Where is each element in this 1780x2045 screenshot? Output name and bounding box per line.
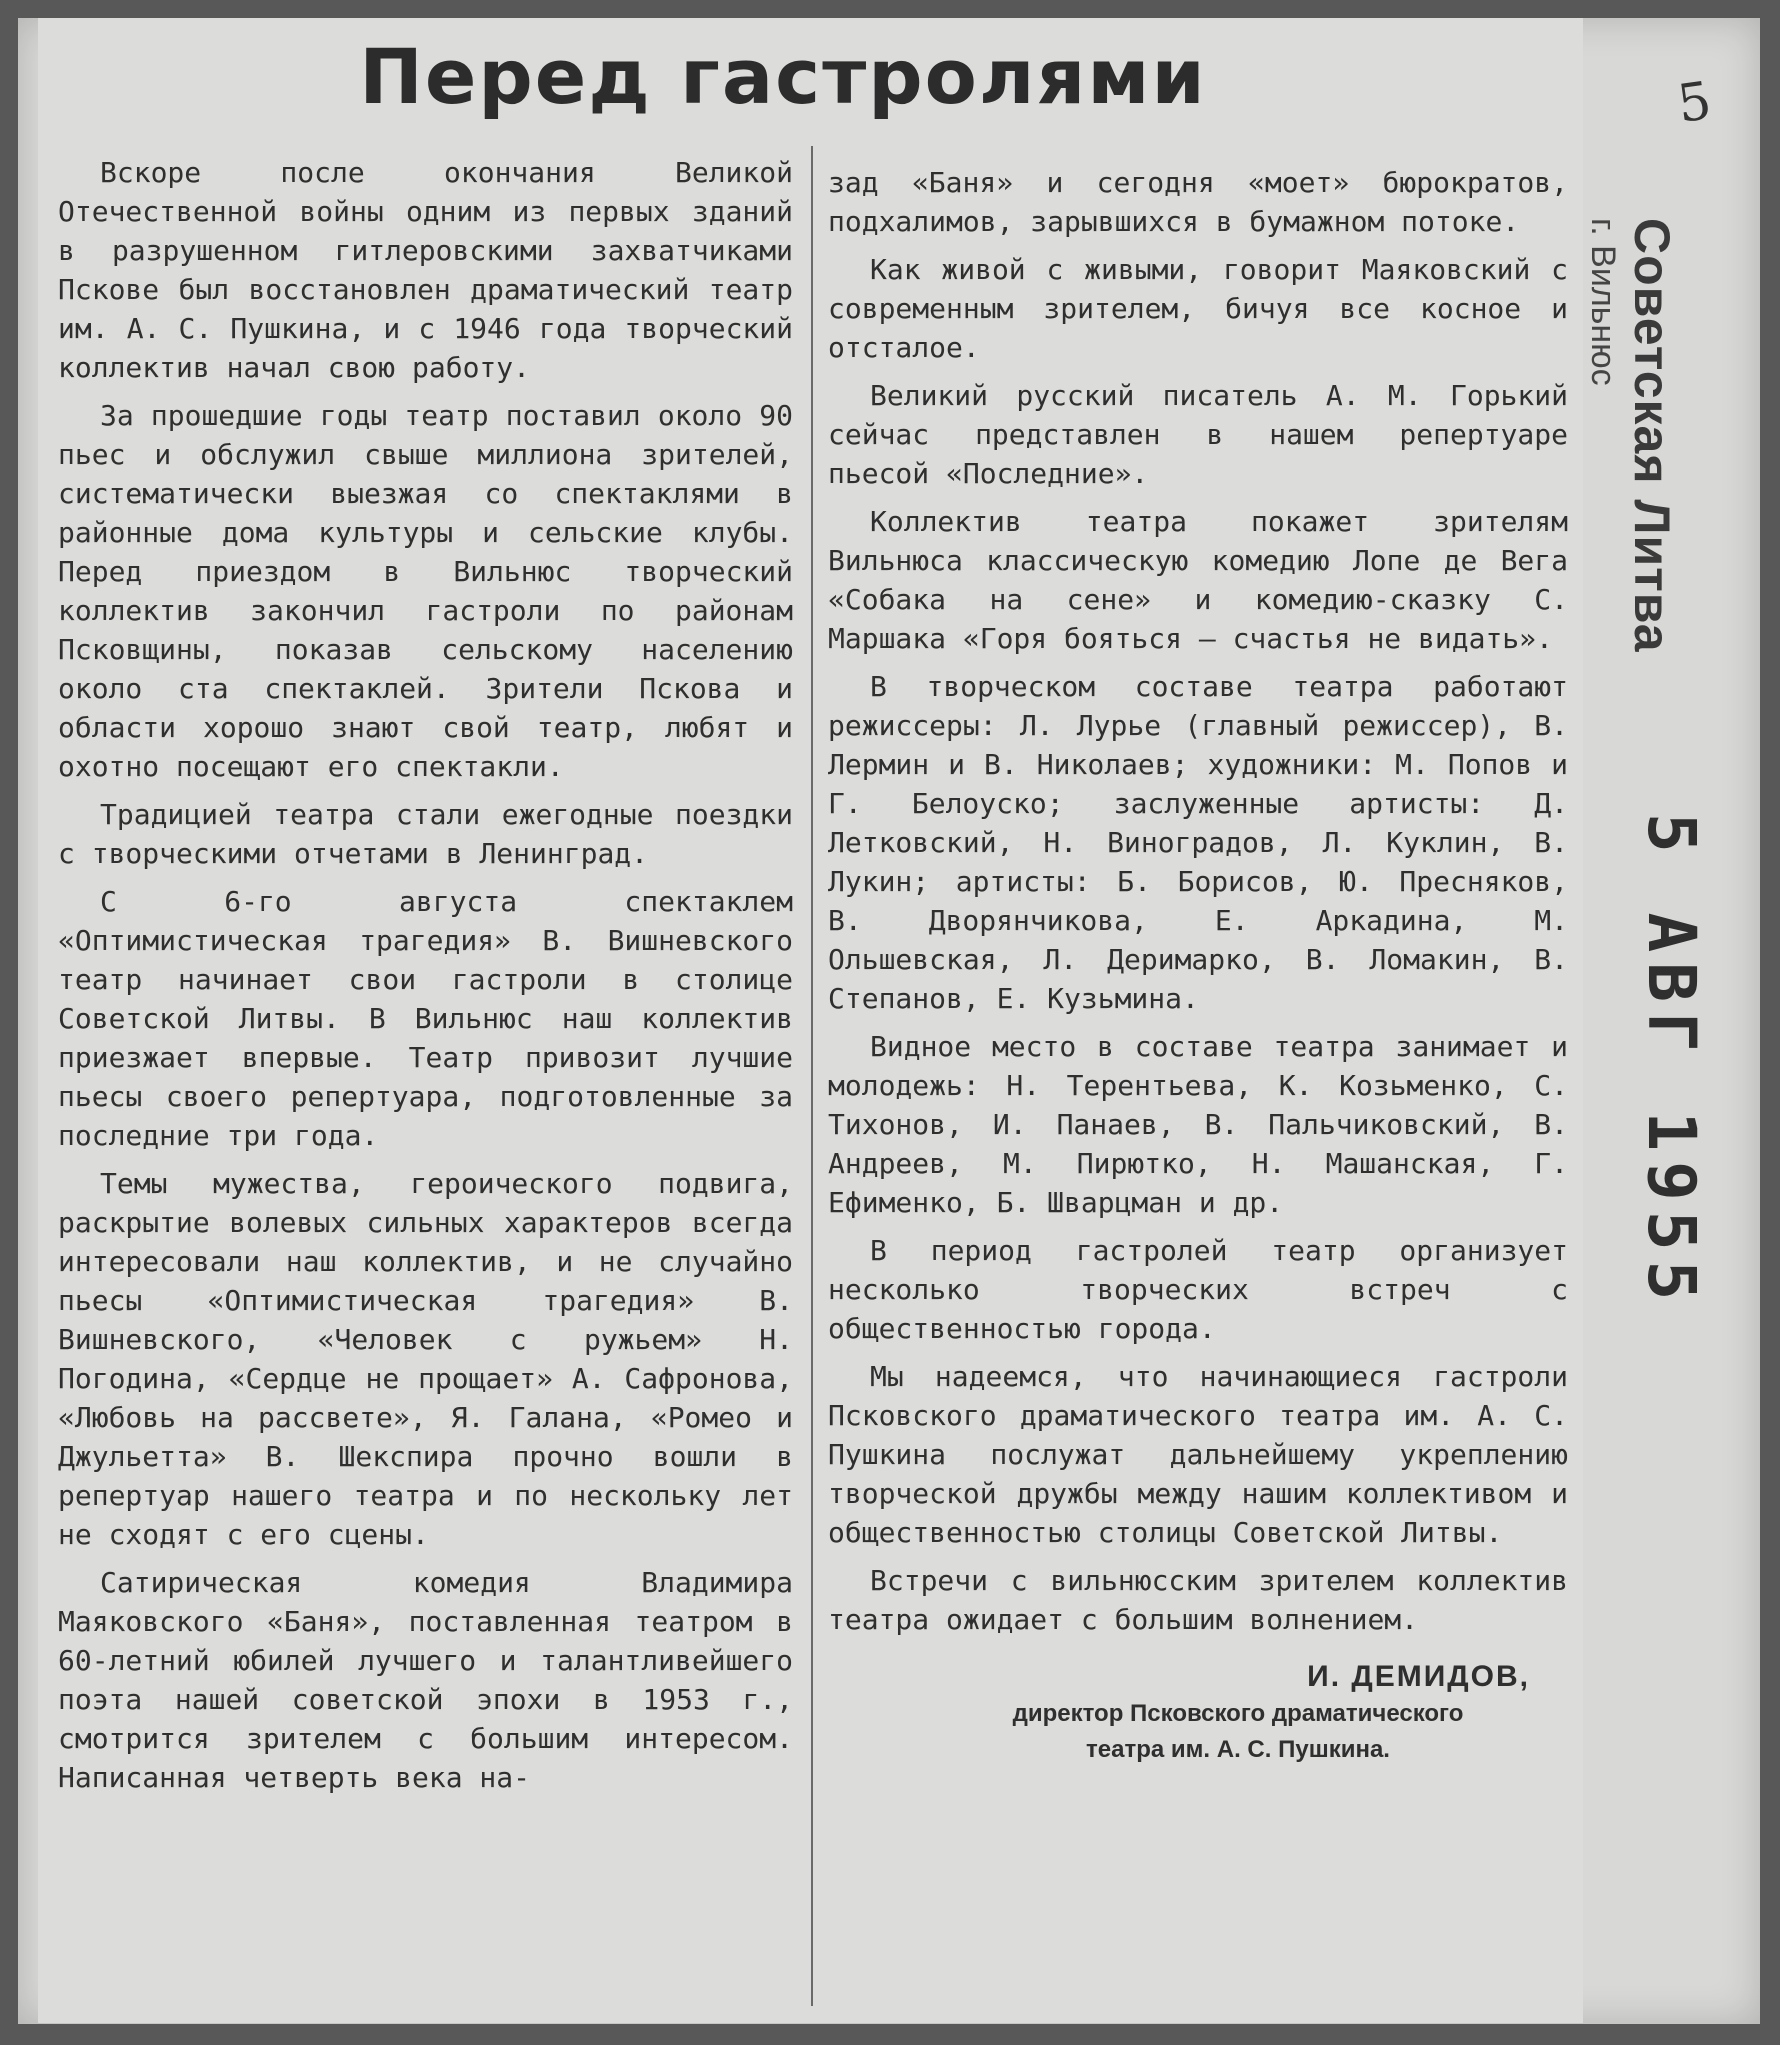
newspaper-title: Советская Литва	[1624, 218, 1680, 653]
left-paragraph-3: Традицией театра стали ежегодные поездки с творческими отчетами в Ленинград.	[58, 798, 793, 870]
date-stamp: 5 АВГ 1955	[1633, 813, 1710, 1311]
newspaper-name	[1623, 218, 1681, 653]
left-paragraph-2: За прошедшие годы театр поставил около 90 пьес и обслужил свыше миллиона зрителей, систематически выезжая со спектаклями в районные дома культуры и сельские клубы. Перед приездом в Вильнюс творческий коллектив закончил гастроли по районам Псковщины, показав сельскому населению около ста спектаклей. Зрители Пскова и области хорошо знают свой театр, любят и охотно посещают его спектакли.	[58, 399, 793, 783]
newspaper-city: г. Вильнюс	[1584, 218, 1622, 386]
author-signature	[828, 1657, 1568, 1768]
right-paragraph-1: Как живой с живыми, говорит Маяковский с современным зрителем, бичуя все косное и отсталое.	[828, 253, 1568, 364]
right-paragraph-8: Встречи с вильнюсским зрителем коллектив театра ожидает с большим волнением.	[828, 1564, 1568, 1636]
left-paragraph-1: Вскоре после окончания Великой Отечественной войны одним из первых зданий в разрушенном гитлеровскими захватчиками Пскове был восстановлен драматический театр им. А. С. Пушкина, и с 1946 года творческий коллектив начал свою работу.	[58, 156, 793, 384]
right-paragraph-4: В творческом составе театра работают режиссеры: Л. Лурье (главный режиссер), В. Лермин и В. Николаев; художники: М. Попов и Г. Белоуско; заслуженные артисты: Д. Летковский, Н. Виноградов, Л. Куклин, В. Лукин; артисты: Б. Борисов, Ю. Пресняков, В. Дворянчикова, Е. Аркадина, М. Ольшевская, Л. Деримарко, В. Ломакин, В. Степанов, Е. Кузьмина.	[828, 670, 1568, 1015]
left-paragraph-5: Темы мужества, героического подвига, раскрытие волевых сильных характеров всегда интересовали наш коллектив, и не случайно пьесы «Оптимистическая трагедия» В. Вишневского, «Человек с ружьем» Н. Погодина, «Сердце не прощает» А. Сафронова, «Любовь на рассвете», Я. Галана, «Ромео и Джульетта» В. Шекспира прочно вошли в репертуар нашего театра и по нескольку лет не сходят с его сцены.	[58, 1167, 793, 1551]
author-title-line-2: театра им. А. С. Пушкина.	[1086, 1736, 1390, 1763]
left-paragraph-6: Сатирическая комедия Владимира Маяковского «Баня», поставленная театром в 60-летний юбилей лучшего и талантливейшего поэта нашей советской эпохи в 1953 г., смотрится зрителем с большим интересом. Написанная четверть века на-	[58, 1566, 793, 1794]
author-title-line-1: директор Псковского драматического	[1012, 1700, 1464, 1727]
right-paragraph-2: Великий русский писатель А. М. Горький сейчас представлен в нашем репертуаре пьесой «Последние».	[828, 379, 1568, 490]
author-name: И. ДЕМИДОВ,	[1307, 1660, 1530, 1693]
archive-sheet	[18, 18, 1760, 2024]
column-divider	[811, 146, 813, 2006]
article-headline: Перед гастролями	[359, 32, 1207, 121]
left-column	[58, 153, 793, 1806]
right-continuation: зад «Баня» и сегодня «моет» бюрократов, подхалимов, зарывшихся в бумажном потоке.	[828, 166, 1568, 238]
newspaper-clipping	[38, 18, 1583, 2023]
right-paragraph-6: В период гастролей театр организует несколько творческих встреч с общественностью города.	[828, 1234, 1568, 1345]
handwritten-page-number: 5	[1673, 70, 1716, 136]
left-paragraph-4: С 6-го августа спектаклем «Оптимистическая трагедия» В. Вишневского театр начинает свои гастроли в столице Советской Литвы. В Вильнюс наш коллектив приезжает впервые. Театр привозит лучшие пьесы своего репертуара, подготовленные за последние три года.	[58, 885, 793, 1152]
right-paragraph-3: Коллектив театра покажет зрителям Вильнюса классическую комедию Лопе де Вега «Собака на сене» и комедию-сказку С. Маршака «Горя бояться — счастья не видать».	[828, 505, 1568, 655]
right-paragraph-7: Мы надеемся, что начинающиеся гастроли Псковского драматического театра им. А. С. Пушкина послужат дальнейшему укреплению творческой дружбы между нашим коллективом и общественностью столицы Советской Литвы.	[828, 1360, 1568, 1549]
right-column	[828, 163, 1568, 1768]
right-paragraph-5: Видное место в составе театра занимает и молодежь: Н. Терентьева, К. Козьменко, С. Тихонов, И. Панаев, В. Пальчиковский, В. Андреев, М. Пирютко, Н. Машанская, Г. Ефименко, Б. Шварцман и др.	[828, 1030, 1568, 1219]
